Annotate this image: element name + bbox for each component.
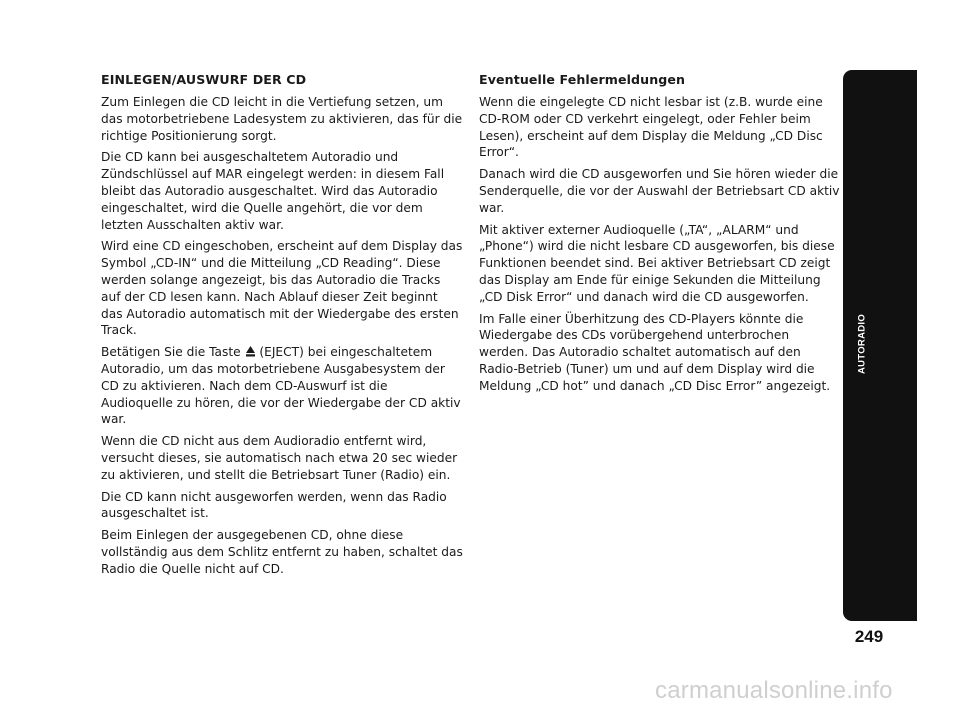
paragraph: Wenn die eingelegte CD nicht lesbar ist (z.B. wurde eine CD-ROM oder CD verkehrt eingelegt, oder Fehler beim Lesen), erscheint auf dem Display die Meldung „CD Disc Error“. bbox=[479, 95, 823, 160]
paragraph: Die CD kann nicht ausgeworfen werden, wenn das Radio ausgeschaltet ist. bbox=[101, 489, 447, 521]
paragraph: Die CD kann bei ausgeschaltetem Autoradio und Zündschlüssel auf MAR eingelegt werden: in diesem Fall bleibt das Autoradio ausgeschaltet. Wird das Autoradio eingeschaltet, wird die Quelle angehört, die vor dem letzten Ausschalten aktiv war. bbox=[101, 150, 445, 232]
section-tab-text: AUTORADIO bbox=[856, 313, 868, 375]
paragraph: Im Falle einer Überhitzung des CD-Players könnte die Wiedergabe des CDs vorübergehend unterbrochen werden. Das Autoradio schaltet automatisch auf den Radio-Betrieb (Tuner) um und auf dem Display wird die Meldung „CD hot” und danach „CD Disc Error” angezeigt. bbox=[479, 311, 831, 393]
eject-text-after: (EJECT) bei eingeschaltetem Autoradio, um das motorbetriebene Ausgabesystem der CD zu aktivieren. Nach dem CD-Auswurf ist die Audioquelle zu hören, die vor der Wiedergabe der CD aktiv war. bbox=[101, 345, 461, 427]
right-column bbox=[479, 71, 841, 400]
section-tab bbox=[843, 70, 917, 621]
eject-text-before: Betätigen Sie die Taste bbox=[101, 345, 241, 360]
paragraph: Beim Einlegen der ausgegebenen CD, ohne diese vollständig aus dem Schlitz entfernt zu haben, schaltet das Radio die Quelle nicht auf CD. bbox=[101, 528, 463, 576]
watermark: carmanualsonline.info bbox=[655, 677, 893, 704]
eject-paragraph bbox=[101, 344, 463, 428]
paragraph: Wenn die CD nicht aus dem Audioradio entfernt wird, versucht dieses, sie automatisch nach etwa 20 sec wieder zu aktivieren, und stellt die Betriebsart Tuner (Radio) ein. bbox=[101, 434, 458, 482]
section-heading-eject: EINLEGEN/AUSWURF DER CD bbox=[101, 72, 307, 87]
left-column bbox=[101, 71, 463, 583]
paragraph: Danach wird die CD ausgeworfen und Sie hören wieder die Senderquelle, die vor der Auswahl der Betriebsart CD aktiv war. bbox=[479, 167, 840, 215]
paragraph: Zum Einlegen die CD leicht in die Vertiefung setzen, um das motorbetriebene Ladesystem zu aktivieren, das für die richtige Positionierung sorgt. bbox=[101, 95, 463, 143]
page-number: 249 bbox=[854, 627, 884, 646]
eject-icon bbox=[246, 346, 255, 357]
paragraph: Mit aktiver externer Audioquelle („TA“, „ALARM“ und „Phone“) wird die nicht lesbare CD ausgeworfen, bis diese Funktionen beendet sind. Bei aktiver Betriebsart CD zeigt das Display am Ende für einige Sekunden die Mitteilung „CD Disk Error“ und danach wird die CD ausgeworfen. bbox=[479, 222, 835, 304]
section-heading-errors: Eventuelle Fehlermeldungen bbox=[479, 72, 686, 87]
paragraph: Wird eine CD eingeschoben, erscheint auf dem Display das Symbol „CD-IN“ und die Mitteilung „CD Reading“. Diese werden solange angezeigt, bis das Autoradio die Tracks auf der CD lesen kann. Nach Ablauf dieser Zeit beginnt das Autoradio automatisch mit der Wiedergabe des ersten Track. bbox=[101, 239, 463, 338]
